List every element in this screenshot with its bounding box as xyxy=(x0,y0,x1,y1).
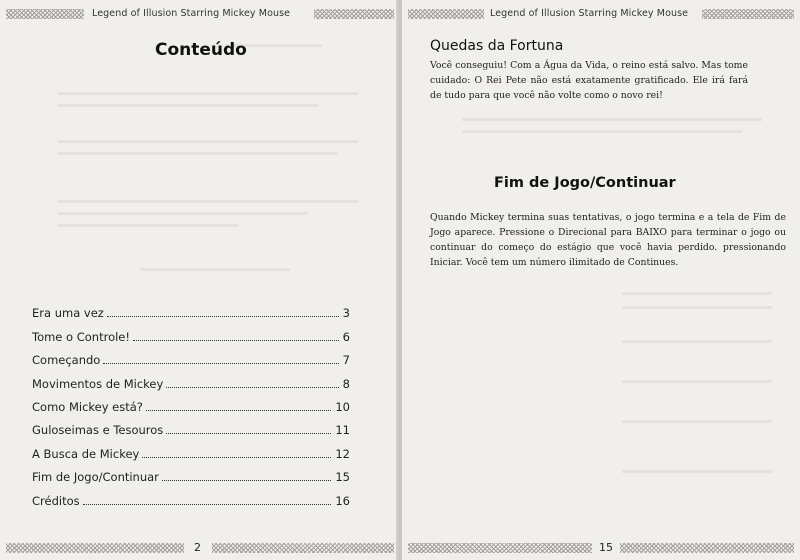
toc-leader xyxy=(166,433,331,434)
page-number: 15 xyxy=(599,541,613,554)
section-title-fim-de-jogo: Fim de Jogo/Continuar xyxy=(494,175,676,191)
toc-item-label: Fim de Jogo/Continuar xyxy=(32,470,159,485)
toc-list xyxy=(32,297,350,508)
toc-item[interactable] xyxy=(32,461,350,484)
toc-item-page: 12 xyxy=(335,446,350,461)
toc-item-page: 16 xyxy=(335,493,350,508)
toc-item[interactable] xyxy=(32,320,350,343)
toc-item[interactable] xyxy=(32,344,350,367)
header-pattern-right xyxy=(702,9,794,19)
section-text-quedas: Você conseguiu! Com a Água da Vida, o reino está salvo. Mas tome cuidado: O Rei Pete não está exatamente gratificado. Ele irá fará de tudo para que você não volte como o novo rei! xyxy=(430,60,748,101)
right-page xyxy=(402,0,800,560)
toc-leader xyxy=(133,340,339,341)
toc-title: Conteúdo xyxy=(155,40,247,60)
footer-pattern-right xyxy=(620,543,794,553)
header-pattern-left xyxy=(6,9,84,19)
toc-item-page: 11 xyxy=(335,423,350,438)
toc-item-label: Como Mickey está? xyxy=(32,399,143,414)
toc-item-label: Guloseimas e Tesouros xyxy=(32,423,164,438)
header-title: Legend of Illusion Starring Mickey Mouse xyxy=(92,8,291,19)
toc-item-page: 15 xyxy=(335,470,350,485)
header-pattern-left xyxy=(408,9,484,19)
toc-leader xyxy=(146,410,331,411)
toc-leader xyxy=(142,457,331,458)
header-title: Legend of Illusion Starring Mickey Mouse xyxy=(490,8,689,19)
toc-item[interactable] xyxy=(32,414,350,437)
toc-leader xyxy=(162,480,331,481)
toc-item[interactable] xyxy=(32,297,350,320)
toc-leader xyxy=(83,504,332,505)
toc-item-page: 6 xyxy=(342,329,350,344)
toc-item-label: Era uma vez xyxy=(32,306,104,321)
toc-leader xyxy=(107,316,339,317)
left-page xyxy=(0,0,398,560)
toc-item[interactable] xyxy=(32,391,350,414)
toc-item-page: 3 xyxy=(342,306,350,321)
toc-item-label: Créditos xyxy=(32,493,80,508)
toc-item-label: Tome o Controle! xyxy=(32,329,130,344)
toc-leader xyxy=(166,387,338,388)
toc-leader xyxy=(103,363,338,364)
toc-item-page: 7 xyxy=(342,353,350,368)
section-text-fim-de-jogo: Quando Mickey termina suas tentativas, o jogo termina e a tela de Fim de Jogo aparece. Pressione o Direcional para BAIXO para terminar o jogo ou continuar do começo do estágio que você havia perdido. pressionando Iniciar. Você tem um número ilimitado de Continues. xyxy=(430,212,786,268)
toc-item[interactable] xyxy=(32,437,350,460)
toc-item-label: Movimentos de Mickey xyxy=(32,376,164,391)
header-pattern-right xyxy=(314,9,394,19)
toc-item-page: 10 xyxy=(335,399,350,414)
footer-pattern-left xyxy=(6,543,184,553)
footer-pattern-left xyxy=(408,543,592,553)
section-title-quedas: Quedas da Fortuna xyxy=(430,38,564,54)
page-number: 2 xyxy=(194,541,201,554)
toc-item-label: Começando xyxy=(32,353,101,368)
footer-pattern-right xyxy=(212,543,394,553)
toc-item-label: A Busca de Mickey xyxy=(32,446,140,461)
toc-item-page: 8 xyxy=(342,376,350,391)
toc-item[interactable] xyxy=(32,484,350,507)
toc-item[interactable] xyxy=(32,367,350,390)
